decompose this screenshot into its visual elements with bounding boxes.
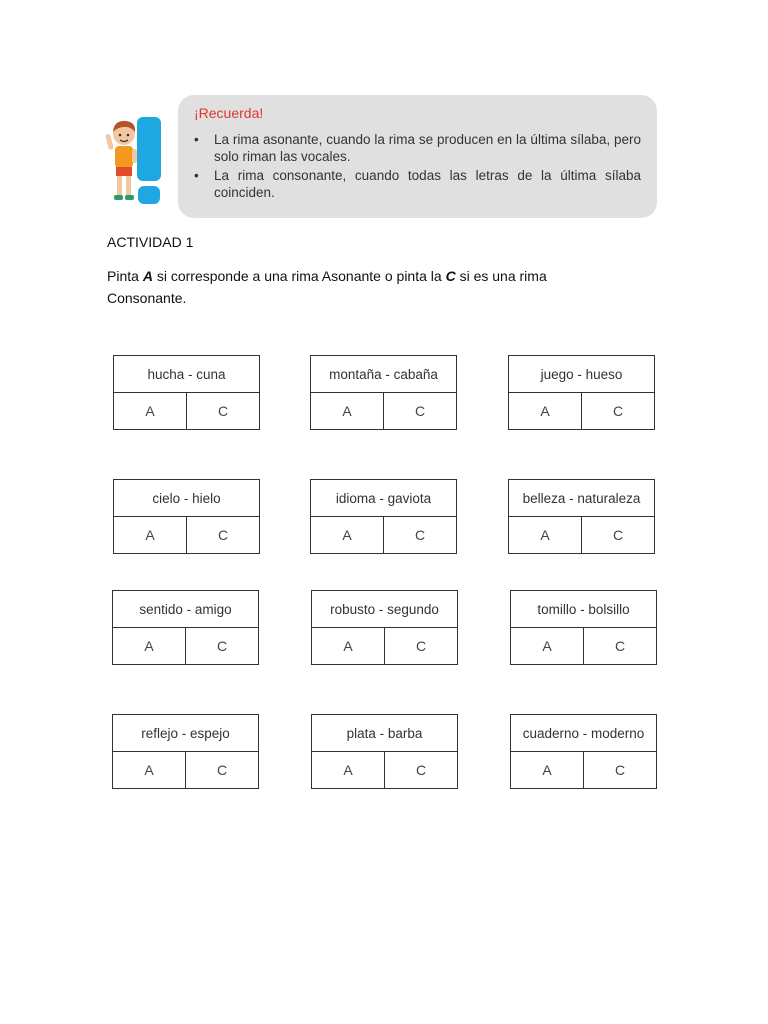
- rhyme-pair-label: cielo - hielo: [114, 480, 259, 517]
- option-asonante[interactable]: A: [144, 762, 154, 778]
- option-asonante[interactable]: A: [343, 638, 353, 654]
- instruction-letter-c: C: [445, 268, 456, 284]
- rhyme-options: [312, 628, 457, 664]
- kid-with-exclamation-icon: [100, 112, 170, 212]
- option-consonante[interactable]: C: [384, 628, 457, 664]
- option-asonante[interactable]: A: [540, 403, 550, 419]
- recuerda-bullet-asonante: • La rima asonante, cuando la rima se producen en la última sílaba, pero solo riman las vocales.: [214, 131, 641, 165]
- option-asonante[interactable]: A: [144, 638, 154, 654]
- rhyme-pair-label: idioma - gaviota: [311, 480, 456, 517]
- rhyme-pair-label: cuaderno - moderno: [511, 715, 656, 752]
- recuerda-title: ¡Recuerda!: [194, 105, 264, 121]
- rhyme-options: [311, 517, 456, 553]
- rhyme-pair-label: plata - barba: [312, 715, 457, 752]
- option-consonante[interactable]: C: [185, 628, 258, 664]
- rhyme-pair-label: sentido - amigo: [113, 591, 258, 628]
- rhyme-card-juego-hueso: [508, 355, 655, 430]
- rhyme-pair-label: reflejo - espejo: [113, 715, 258, 752]
- option-consonante[interactable]: C: [581, 393, 654, 429]
- rhyme-options: [509, 393, 654, 429]
- recuerda-box: [178, 95, 657, 218]
- option-asonante[interactable]: A: [542, 762, 552, 778]
- option-consonante[interactable]: C: [583, 628, 656, 664]
- rhyme-card-robusto-segundo: [311, 590, 458, 665]
- rhyme-options: [312, 752, 457, 788]
- option-consonante[interactable]: C: [383, 517, 456, 553]
- instruction-text: Pinta: [107, 268, 143, 284]
- rhyme-options: [114, 517, 259, 553]
- recuerda-list: [194, 131, 641, 201]
- rhyme-options: [114, 393, 259, 429]
- rhyme-options: [511, 628, 656, 664]
- option-consonante[interactable]: C: [384, 752, 457, 788]
- rhyme-card-hucha-cuna: [113, 355, 260, 430]
- rhyme-options: [509, 517, 654, 553]
- option-asonante[interactable]: A: [542, 638, 552, 654]
- option-asonante[interactable]: A: [145, 527, 155, 543]
- option-asonante[interactable]: A: [145, 403, 155, 419]
- rhyme-pair-label: tomillo - bolsillo: [511, 591, 656, 628]
- instruction-letter-a: A: [142, 268, 153, 284]
- rhyme-options: [113, 752, 258, 788]
- rhyme-pair-label: robusto - segundo: [312, 591, 457, 628]
- option-consonante[interactable]: C: [583, 752, 656, 788]
- rhyme-card-montana-cabana: [310, 355, 457, 430]
- rhyme-options: [113, 628, 258, 664]
- rhyme-card-reflejo-espejo: [112, 714, 259, 789]
- instruction-text: si corresponde a una rima Asonante o pinta la: [152, 268, 446, 284]
- activity-instruction: [107, 265, 627, 309]
- recuerda-bullet-consonante: • La rima consonante, cuando todas las letras de la última sílaba coinciden.: [214, 167, 641, 201]
- rhyme-card-idioma-gaviota: [310, 479, 457, 554]
- rhyme-card-cuaderno-moderno: [510, 714, 657, 789]
- option-consonante[interactable]: C: [581, 517, 654, 553]
- activity-title: ACTIVIDAD 1: [107, 234, 194, 250]
- option-asonante[interactable]: A: [343, 762, 353, 778]
- option-consonante[interactable]: C: [383, 393, 456, 429]
- option-asonante[interactable]: A: [342, 527, 352, 543]
- instruction-text: si es una rima Consonante.: [107, 268, 547, 306]
- rhyme-card-belleza-naturaleza: [508, 479, 655, 554]
- option-consonante[interactable]: C: [185, 752, 258, 788]
- option-asonante[interactable]: A: [342, 403, 352, 419]
- rhyme-card-cielo-hielo: [113, 479, 260, 554]
- rhyme-pair-label: montaña - cabaña: [311, 356, 456, 393]
- rhyme-pair-label: juego - hueso: [509, 356, 654, 393]
- rhyme-options: [311, 393, 456, 429]
- rhyme-card-sentido-amigo: [112, 590, 259, 665]
- option-consonante[interactable]: C: [186, 517, 259, 553]
- option-consonante[interactable]: C: [186, 393, 259, 429]
- rhyme-pair-label: hucha - cuna: [114, 356, 259, 393]
- rhyme-card-tomillo-bolsillo: [510, 590, 657, 665]
- rhyme-pair-label: belleza - naturaleza: [509, 480, 654, 517]
- rhyme-options: [511, 752, 656, 788]
- option-asonante[interactable]: A: [540, 527, 550, 543]
- rhyme-card-plata-barba: [311, 714, 458, 789]
